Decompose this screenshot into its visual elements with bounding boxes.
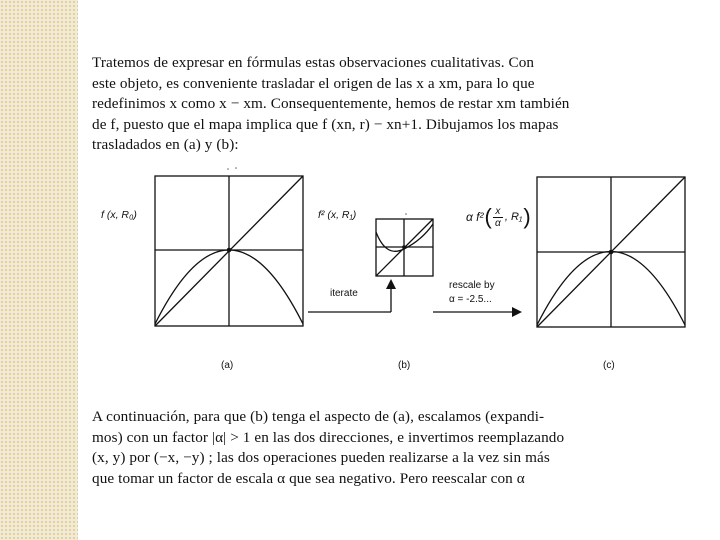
panel-c-label: [466, 203, 531, 231]
paragraph-line: mos) con un factor |α| > 1 en las dos direcciones, e invertimos reemplazando: [92, 428, 565, 446]
panel-a-label: f (x, R₀): [101, 209, 137, 221]
panel-b-label: f² (x, R₁): [318, 209, 357, 221]
paragraph-line: redefinimos x como x − xm. Consequentemente, hemos de restar xm también: [92, 95, 570, 113]
caption-a: (a): [221, 360, 234, 371]
paragraph-line: (x, y) por (−x, −y) ; las dos operaciones pueden realizarse a la vez sin más: [92, 449, 550, 467]
paragraph-line: Tratemos de expresar en fórmulas estas observaciones cualitativas. Con: [92, 54, 535, 71]
panel-a-fixed-point: [227, 248, 232, 253]
panel-c-label-tail: , R₁: [504, 211, 523, 223]
scan-mark: [235, 167, 237, 169]
paragraph-bottom: [92, 407, 632, 489]
paragraph-line: de f, puesto que el mapa implica que f (xn, r) − xn+1. Dibujamos los mapas: [92, 115, 559, 133]
iterate-arrowhead: [386, 279, 396, 289]
panel-c-label-prefix: α f²: [466, 210, 484, 224]
paragraph-line: este objeto, es conveniente trasladar el origen de las x a xm, para lo que: [92, 74, 535, 92]
rescale-arrowhead: [512, 307, 522, 317]
caption-b: (b): [398, 360, 411, 371]
paragraph-line: que tomar un factor de escala α que sea negativo. Pero reescalar con α: [92, 469, 525, 487]
paragraph-line: A continuación, para que (b) tenga el aspecto de (a), escalamos (expandi-: [92, 408, 545, 425]
iterate-label: iterate: [330, 288, 358, 299]
panel-c-fraction: [493, 206, 503, 229]
scan-mark: [405, 213, 407, 215]
panel-b-fixed-point: [402, 245, 406, 249]
caption-c: (c): [603, 360, 615, 371]
right-paren-glyph: ): [523, 204, 531, 229]
paragraph-line: trasladados en (a) y (b):: [92, 136, 239, 154]
rescale-label-line2: α = -2.5...: [449, 294, 492, 305]
panel-c-fixed-point: [609, 250, 614, 255]
fraction-denominator: α: [494, 217, 501, 229]
scan-mark: [227, 168, 229, 170]
left-paren-glyph: (: [484, 204, 492, 229]
fraction-numerator: x: [495, 205, 501, 217]
rescale-label-line1: rescale by: [449, 280, 495, 291]
